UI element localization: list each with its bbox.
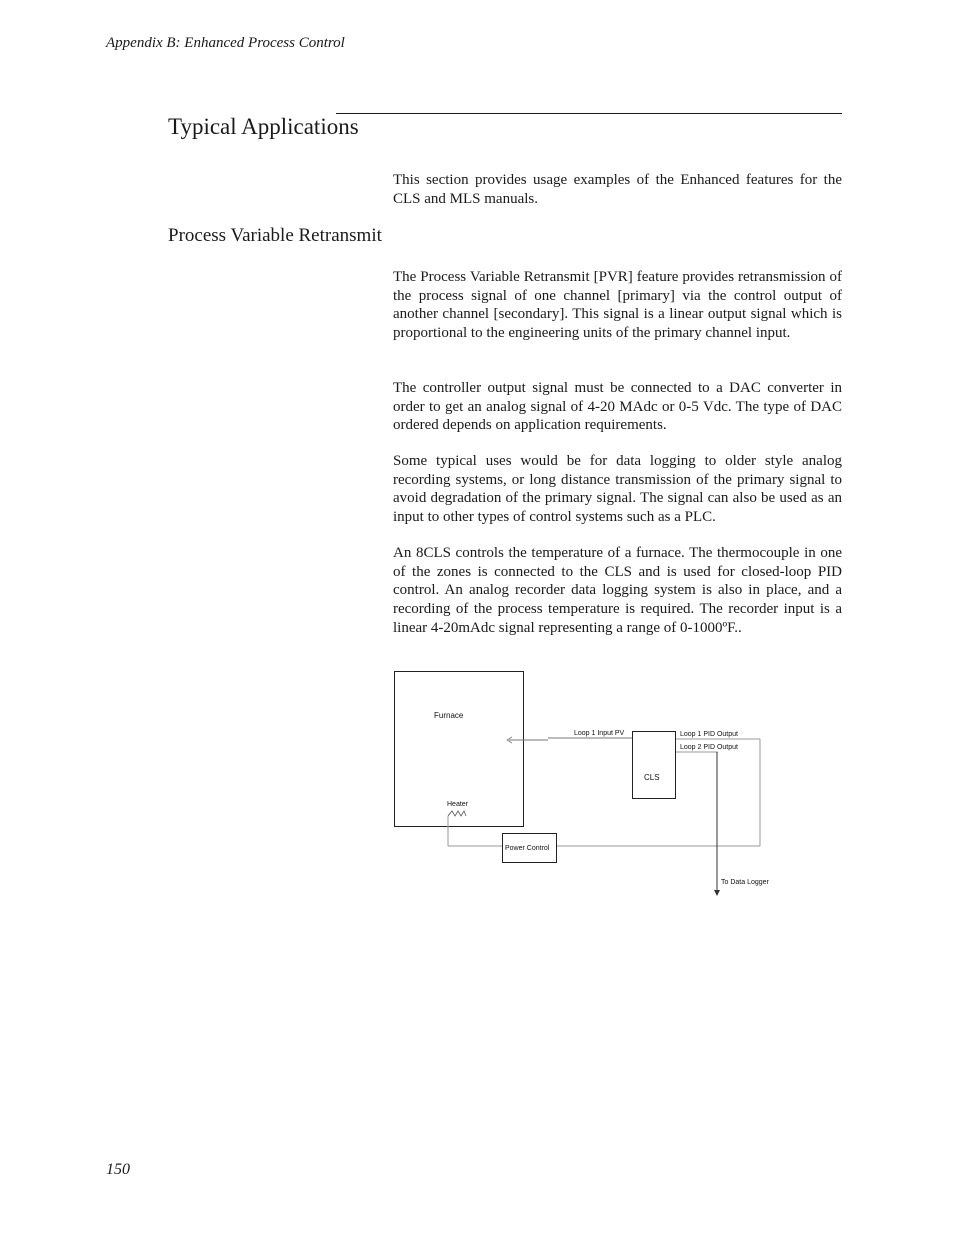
- intro-paragraph: This section provides usage examples of the Enhanced features for the CLS and MLS manuals.: [393, 172, 842, 207]
- paragraph-2: The controller output signal must be connected to a DAC converter in order to get an analog signal of 4-20 MAdc or 0-5 Vdc. The type of DAC ordered depends on application requirements.: [393, 380, 842, 434]
- heater-label: Heater: [447, 801, 469, 808]
- paragraph-1: The Process Variable Retransmit [PVR] feature provides retransmission of the process signal of one channel [primary] via the control output of another channel [secondary]. This signal is a linear output signal which is proportional to the engineering units of the primary channel input.: [393, 269, 842, 342]
- data-logger-arrow: [714, 890, 720, 896]
- loop1-input-label: Loop 1 Input PV: [574, 730, 625, 737]
- section-title: Typical Applications: [168, 114, 359, 139]
- furnace-label: Furnace: [434, 711, 464, 720]
- power-control-label: Power Control: [505, 845, 550, 852]
- paragraph-4: An 8CLS controls the temperature of a furnace. The thermocouple in one of the zones is connected to the CLS and is used for closed-loop PID control. An analog recorder data logging system is also in place, and a recording of the process temperature is required. The recorder input is a linear 4-20mAdc signal representing a range of 0-1000ºF..: [393, 545, 842, 636]
- heater-coil: [448, 811, 466, 816]
- running-header: Appendix B: Enhanced Process Control: [106, 35, 345, 51]
- paragraph-3: Some typical uses would be for data logging to older style analog recording systems, or long distance transmission of the primary signal to avoid degradation of the primary signal. The signal can also be used as an input to other types of control systems such as a PLC.: [393, 453, 842, 526]
- data-logger-label: To Data Logger: [721, 879, 769, 886]
- cls-box: [633, 732, 676, 799]
- loop2-output-label: Loop 2 PID Output: [680, 744, 738, 751]
- cls-label: CLS: [644, 773, 660, 782]
- loop1-output-label: Loop 1 PID Output: [680, 731, 738, 738]
- subsection-title: Process Variable Retransmit: [168, 225, 382, 246]
- page-number: 150: [106, 1161, 130, 1178]
- section-rule: [336, 113, 842, 114]
- pvr-wiring-diagram: [390, 668, 790, 900]
